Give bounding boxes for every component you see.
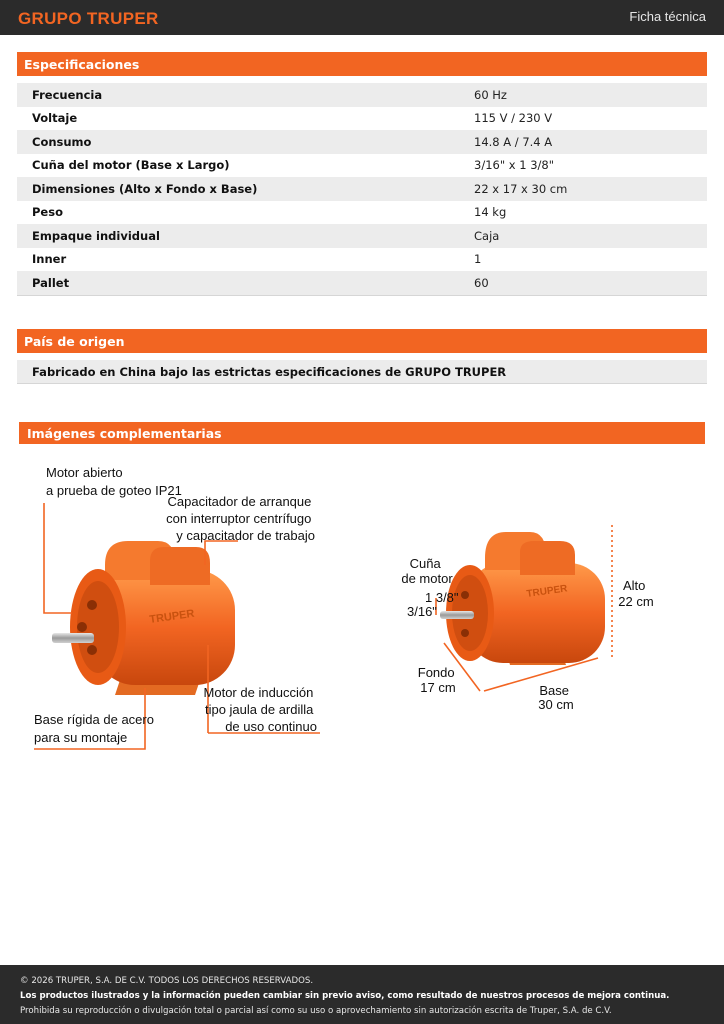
specs-table [17, 83, 707, 296]
specs-section-title: Especificaciones [17, 52, 707, 76]
spec-value: 3/16" x 1 3/8" [474, 158, 555, 173]
top-bar [0, 0, 724, 35]
spec-label: Dimensiones (Alto x Fondo x Base) [17, 177, 474, 201]
motor-illustrations [0, 455, 724, 765]
spec-value: 60 [474, 271, 707, 295]
table-row [17, 130, 707, 154]
table-row [17, 107, 707, 131]
callout-key: Cuña de motor [401, 556, 453, 586]
spec-value: 115 V / 230 V [474, 111, 553, 126]
spec-label: Inner [32, 252, 67, 267]
spec-value: Caja [474, 224, 707, 248]
spec-label: Cuña del motor (Base x Largo) [32, 158, 230, 173]
spec-value: 60 Hz [474, 83, 707, 107]
brand-logo: GRUPO TRUPER [18, 9, 159, 28]
callout-induction: Motor de inducción tipo jaula de ardilla de uso continuo [203, 685, 317, 734]
callout-base-dim: Base 30 cm [538, 683, 574, 712]
spec-label: Empaque individual [17, 224, 474, 248]
spec-label: Pallet [17, 271, 474, 295]
document-type: Ficha técnica [629, 9, 706, 24]
callout-base: Base rígida de acero para su montaje [34, 712, 154, 745]
table-row [17, 154, 707, 178]
footer-copyright: © 2026 TRUPER, S.A. DE C.V. TODOS LOS DERECHOS RESERVADOS. [20, 976, 314, 986]
images-section-title: Imágenes complementarias [19, 422, 705, 444]
spec-label: Peso [32, 205, 63, 220]
table-row [17, 201, 707, 225]
table-row [17, 248, 707, 272]
spec-value: 14.8 A / 7.4 A [474, 130, 707, 154]
footer [0, 965, 724, 1024]
footer-notice: Los productos ilustrados y la información pueden cambiar sin previo aviso, como resultado de nuestros procesos de mejora continua. [20, 991, 670, 1001]
spec-label: Frecuencia [17, 83, 474, 107]
motor-brand-label: TRUPER [148, 607, 196, 626]
table-row [17, 83, 707, 107]
spec-value: 22 x 17 x 30 cm [474, 177, 707, 201]
origin-text: Fabricado en China bajo las estrictas especificaciones de GRUPO TRUPER [17, 360, 707, 384]
spec-value: 14 kg [474, 205, 507, 220]
motor-brand-label-right: TRUPER [525, 583, 569, 600]
callout-height: Alto 22 cm [618, 578, 654, 609]
callout-drip-proof: Motor abierto a prueba de goteo IP21 [46, 465, 182, 498]
key-width-label: 3/16" [407, 604, 437, 619]
callout-capacitor: Capacitador de arranque con interruptor centrífugo y capacitador de trabajo [166, 494, 315, 543]
table-row [17, 271, 707, 295]
motor-image-right [440, 532, 605, 665]
table-row [17, 224, 707, 248]
spec-value: 1 [474, 252, 482, 267]
complementary-images [0, 455, 724, 765]
origin-section-title: País de origen [17, 329, 707, 353]
spec-label: Voltaje [32, 111, 78, 126]
spec-label: Consumo [17, 130, 474, 154]
footer-legal: Prohibida su reproducción o divulgación total o parcial así como su uso o aprovechamiento sin autorización escrita de Truper, S.A. de C.V. [20, 1006, 612, 1016]
table-row [17, 177, 707, 201]
key-length-label: 1 3/8" [425, 590, 459, 605]
callout-depth: Fondo 17 cm [417, 665, 456, 695]
